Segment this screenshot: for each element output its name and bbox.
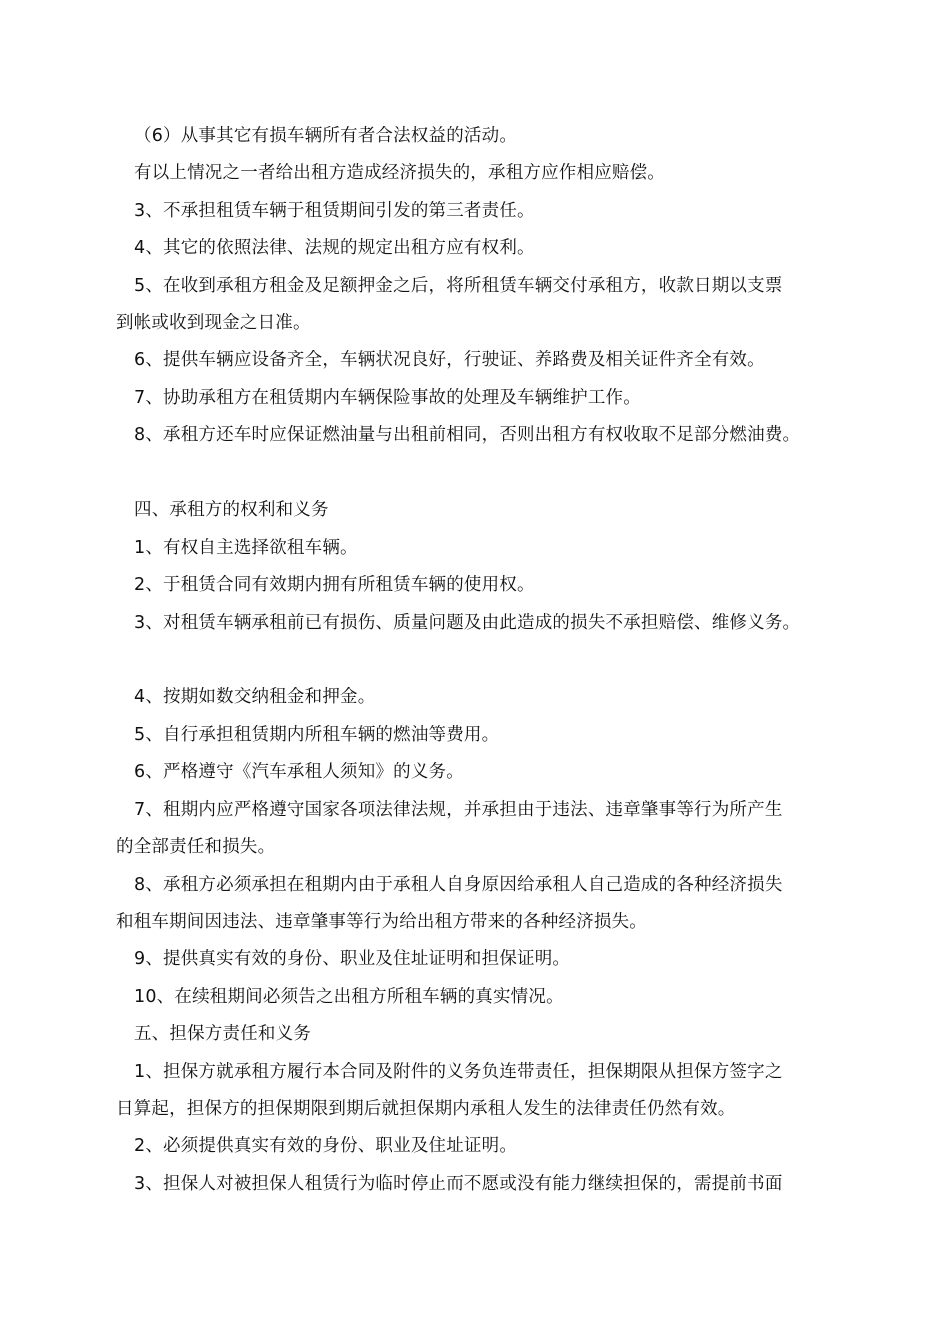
guarantor-item-3: 3、担保人对被担保人租赁行为临时停止而不愿或没有能力继续担保的，需提前书面 — [134, 1174, 783, 1194]
guarantor-item-1-line-2: 日算起，担保方的担保期限到期后就担保期内承租人发生的法律责任仍然有效。 — [116, 1099, 736, 1119]
lessee-item-6: 6、严格遵守《汽车承租人须知》的义务。 — [134, 762, 464, 782]
paragraph-item-5-line-1: 5、在收到承租方租金及足额押金之后，将所租赁车辆交付承租方，收款日期以支票 — [134, 276, 783, 296]
lessee-item-5: 5、自行承担租赁期内所租车辆的燃油等费用。 — [134, 725, 500, 745]
guarantor-item-1-line-1: 1、担保方就承租方履行本合同及附件的义务负连带责任，担保期限从担保方签字之 — [134, 1062, 783, 1082]
paragraph-compensation-note: 有以上情况之一者给出租方造成经济损失的，承租方应作相应赔偿。 — [134, 163, 665, 183]
lessee-item-7-line-1: 7、租期内应严格遵守国家各项法律法规，并承担由于违法、违章肇事等行为所产生 — [134, 800, 783, 820]
paragraph-item-8: 8、承租方还车时应保证燃油量与出租前相同，否则出租方有权收取不足部分燃油费。 — [134, 425, 801, 445]
paragraph-item-4: 4、其它的依照法律、法规的规定出租方应有权利。 — [134, 238, 535, 258]
paragraph-item-3: 3、不承担租赁车辆于租赁期间引发的第三者责任。 — [134, 201, 535, 221]
lessee-item-7-line-2: 的全部责任和损失。 — [116, 837, 276, 857]
lessee-item-1: 1、有权自主选择欲租车辆。 — [134, 538, 358, 558]
lessee-item-3: 3、对租赁车辆承租前已有损伤、质量问题及由此造成的损失不承担赔偿、维修义务。 — [134, 613, 801, 633]
lessee-item-8-line-1: 8、承租方必须承担在租期内由于承租人自身原因给承租人自己造成的各种经济损失 — [134, 875, 783, 895]
paragraph-item-6: （6）从事其它有损车辆所有者合法权益的活动。 — [134, 126, 518, 146]
lessee-item-10: 10、在续租期间必须告之出租方所租车辆的真实情况。 — [134, 987, 564, 1007]
guarantor-item-2: 2、必须提供真实有效的身份、职业及住址证明。 — [134, 1136, 518, 1156]
lessee-item-9: 9、提供真实有效的身份、职业及住址证明和担保证明。 — [134, 949, 571, 969]
section-heading-4: 四、承租方的权利和义务 — [134, 500, 329, 520]
lessee-item-8-line-2: 和租车期间因违法、违章肇事等行为给出租方带来的各种经济损失。 — [116, 912, 647, 932]
paragraph-item-5-line-2: 到帐或收到现金之日准。 — [116, 313, 311, 333]
section-heading-5: 五、担保方责任和义务 — [134, 1024, 311, 1044]
paragraph-item-7: 7、协助承租方在租赁期内车辆保险事故的处理及车辆维护工作。 — [134, 388, 641, 408]
lessee-item-4: 4、按期如数交纳租金和押金。 — [134, 687, 376, 707]
lessee-item-2: 2、于租赁合同有效期内拥有所租赁车辆的使用权。 — [134, 575, 535, 595]
paragraph-item-6b: 6、提供车辆应设备齐全，车辆状况良好，行驶证、养路费及相关证件齐全有效。 — [134, 350, 765, 370]
